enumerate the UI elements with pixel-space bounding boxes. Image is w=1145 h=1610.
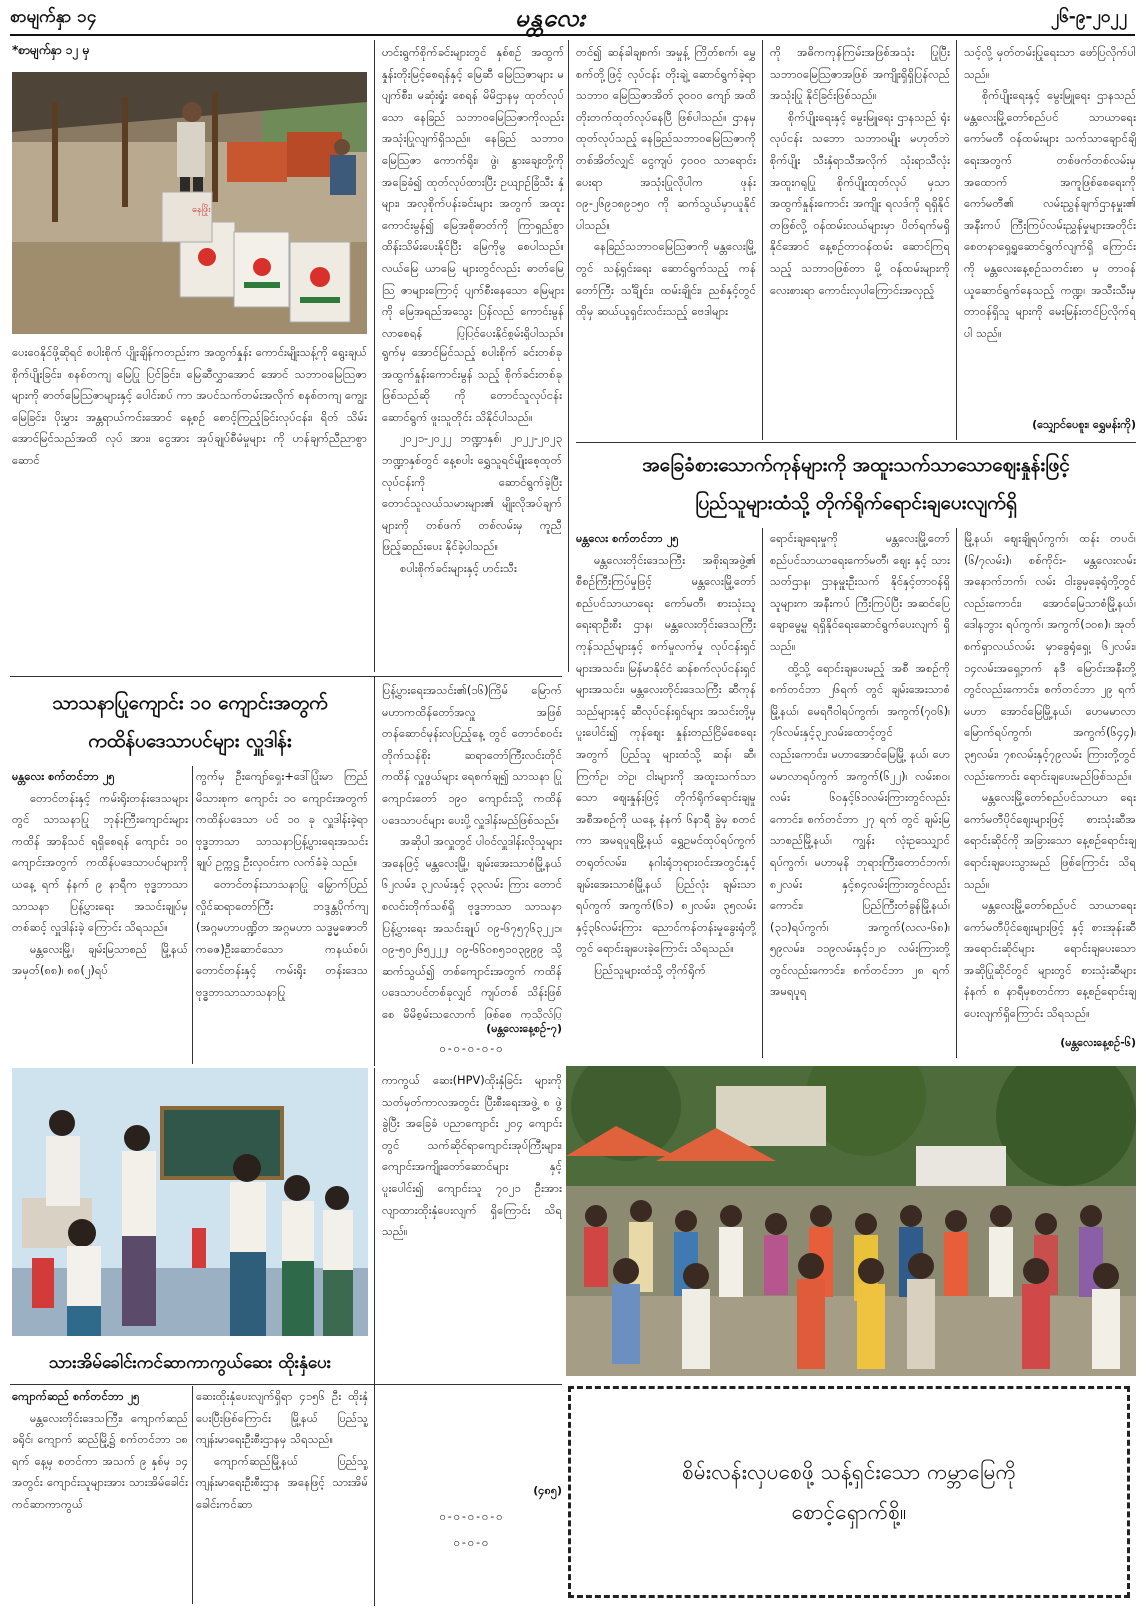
column-divider [762, 40, 763, 440]
article1-paragraph: နေခြည်သဘာဝမြေဩဇာကို မန္တလေးမြို့တွင် သန့်ရှင်းရေး ဆောင်ရွက်သည့် ကန်တော်ကြီး သင်္ချိုင်း၊ ထမ်းချိုင်း၊ ညစ်နှင့်တွင် ထိုမှ ဆယ်ယူရှင်းလင်းသည့် ဗေဒါများ [576, 239, 756, 319]
header-rule [10, 34, 1135, 36]
continued-from-label: *စာမျက်နှာ ၁၂ မှ [12, 43, 90, 57]
column-divider [762, 528, 763, 1058]
column-divider [192, 1386, 193, 1604]
column-divider [374, 1068, 375, 1606]
column-divider [192, 766, 193, 1064]
article3-paragraph: ကွက်မှ ဦးကျော်ရှေး+ဒေါ်ပြုံးမာ ကြည် မိသားစုက ကျောင်း ၁၀ ကျောင်းအတွက် ကထိန်ပဒေသာ ပင် ၁၀ ခု လှူဒါန်းခဲ့ရာ ဗုဒ္ဓဘာသာ သာသနာပြန့်ပွားရေးအသင်းချုပ် ဥက္ကဋ္ဌ ဦးလှဝင်းက လက်ခံခဲ့ သည်။ [196, 769, 368, 870]
article3-col-c [382, 680, 562, 1020]
section-rule [576, 442, 1136, 443]
article3-dateline: မန္တလေး စက်တင်ဘာ ၂၅ [12, 769, 115, 783]
article4-col-c [382, 1070, 562, 1480]
article1-paragraph: သင့်လို့ မှတ်တမ်းပြုရေးသာ ဖော်ပြလိုက်ပါသည်။ [964, 45, 1136, 81]
article1-col3 [382, 42, 564, 340]
article2-col-b [770, 528, 950, 1058]
bag-label-text: နေဖြိုး [192, 205, 211, 215]
article2-dateline: မန္တလေး စက်တင်ဘာ ၂၅ [576, 531, 679, 545]
article2-paragraph: မြို့နယ်၊ ဈေးချိုရပ်ကွက်၊ ထန်း တပင်၊ (၆/၇လမ်း)၊ စစ်ကိုင်း- မန္တလေးလမ်းအနောက်ဘက်၊ လမ်း ငါးခွမှခေ့ရုံတို့တွင်လည်းကောင်း၊ အောင်မြေသာစံမြို့နယ်၊ ဒေါနဘွား ရပ်ကွက်၊ အကွက်(၁၀၈)၊ အုတ် စက်ရှာလယ်လမ်း မှာခွေရုံရှေ့၊ ၆၂လမ်း၊ ၁၄လမ်းအရှေ့ဘက် နဒီ မြောင်းအနီးတို့တွင်လည်းကောင်း၊ စက်တင်ဘာ ၂၉ ရက် မဟာ အောင်မြေမြို့နယ်၊ ဟေမမာလာ မြောက်ရပ်ကွက်၊ အကွက်(၆၄၄)၊ ၃၅လမ်း၊ ၇၈လမ်းနှင့်၇၉လမ်း ကြားတို့တွင်လည်းကောင်း ရောင်းချပေးမည်ဖြစ်သည်။ [964, 531, 1136, 783]
article2-paragraph: မန္တလေးတိုင်းဒေသကြီး အစိုးရအဖွဲ့၏ စီစဉ်ကြီးကြပ်မှုဖြင့် မန္တလေးမြို့တော်စည်ပင်သာယာရေး ကော်မတီ၊ စားသုံးသူရေးရာဦးစီး ဌာန၊ မန္တလေးတိုင်းဒေသကြီး ကုန်သည်များနှင့် စက်မှုလက်မှု လုပ်ငန်းရှင်များအသင်း၊ မြန်မာနိုင်ငံ ဆန်စက်လုပ်ငန်းရှင်များအသင်း၊ မန္တလေးတိုင်းဒေသကြီး ဆီကုန် သည်များနှင့် ဆီလုပ်ငန်းရှင်များ အသင်းတို့မှ ပူးပေါင်း၍ ကုန်ဈေး နှုန်းတည်ငြိမ်စေရေးအတွက် ပြည်သူ များထံသို့ ဆန်၊ ဆီ၊ ကြက်ဥ၊ ဘဲဥ၊ ငါးများကို အထူးသက်သာသော ဈေးနှုန်းဖြင့် တိုက်ရိုက်ရောင်းချမှု အစီအစဉ်ကို ယနေ့ နံနက် ၆နာရီ ခွဲမှ စတင်ကာ အမရပူရမြို့နယ် ရွှေဥမင်ထုပ်ရပ်ကွက် တရုတ်လမ်း၊ နဂါးရုံဘုရားဝင်းအတွင်းနှင့် ချမ်းအေးသာစံမြို့နယ် ပြည်လုံး ချမ်းသာရပ်ကွက် အကွက်(၆၁) ၈၂လမ်း၊ ၃၅လမ်းနှင့်၃၆လမ်းကြား ညောင်ကန်တန်းမှုခွေးရုံတို့တွင် ရောင်းချပေးခဲ့ကြောင်း သိရသည်။ [576, 552, 756, 956]
article4-col-a [12, 1386, 188, 1606]
photo-fertilizer-bags [12, 72, 367, 334]
article4-credit: (၄၈၅) [533, 1484, 562, 1497]
article2-headline-line2: ပြည်သူများထံသို့ တိုက်ရိုက်ရောင်းချပေးလျက်ရှိ [695, 492, 1017, 514]
article4-paragraph: ကာကွယ် ဆေး(HPV)ထိုးနှံခြင်း များကို သတ်မှတ်ကာလအတွင်း ပြီးစီးရေးအဖွဲ့ ၈ ဖွဲ့ခွဲပြီး အခြေခံ ပညာကျောင်း ၂၀၄ ကျောင်းတွင် သက်ဆိုင်ရာကျောင်းအုပ်ကြီးများ၊ ကျောင်းအကျိုးတော်ဆောင်များ နှင့် ပူးပေါင်း၍ ကျောင်းသူ ၇၀၂၁ ဦးအား လျာထားထိုးနှံပေးလျက် ရှိကြောင်း သိရသည်။ [382, 1073, 562, 1239]
issue-date: ၂၆-၉-၂၀၂၂ [1050, 7, 1127, 27]
article1-paragraph: တင်၍ ဆန်ခါချစက်၊ အမှုန့် ကြိတ်စက်၊ မွှေစက်တို့ဖြင့် လုပ်ငန်း တိုးချဲ့ ဆောင်ရွက်ခဲ့ရာ သဘာဝ မြေဩဇာအိတ် ၃၀၀၀ ကျော် အထိ တိုးတက်ထုတ်လုပ်နေပြီ ဖြစ်ပါသည်။ ဌာနမှ ထုတ်လုပ်သည့် နေခြည်သဘာဝမြေဩဇာကို တစ်အိတ်လျှင် ငွေကျပ် ၄၀၀၀ သာရောင်းပေးရာ အသုံးပြုလိုပါက ဖုန်း ၀၉-၂၆၉၁၈၉၁၅၀ ကို ဆက်သွယ်မှာယူနိုင်ပါသည်။ [576, 45, 756, 232]
slogan-box [568, 1386, 1130, 1598]
article3-paragraph: တောင်တန်းနှင့် ကမ်းရိုးတန်းဒေသများတွင် သာသနာပြု ဘုန်းကြီးကျောင်းများ ကထိန် အာနိသင် ရရှိစေရန် ကျောင်း ၁၀ ကျောင်းအတွက် ကထိန်ပဒေသာပင်များကို ယနေ့ ရက် နံနက် ၉ နာရီက ဗုဒ္ဓဘာသာသာသနာ ပြန့်ပွားရေး အသင်းချုပ်မှတစ်ဆင့် လှူဒါန်းခဲ့ ကြောင်း သိရသည်။ [12, 790, 188, 935]
article1-col5 [770, 42, 950, 440]
article4-headline: သားအိမ်ခေါင်းကင်ဆာကာကွယ်ဆေး ထိုးနှံပေး [48, 1353, 332, 1373]
article2-col-a [576, 528, 756, 1058]
article3-headline-line1: သာသနာပြုကျောင်း ၁၀ ကျောင်းအတွက် [52, 692, 328, 714]
article2-paragraph: ပြည်သူများထံသို့ တိုက်ရိုက် [594, 962, 706, 977]
article1-paragraph: စိုက်ပျိုးရေးနှင့် မွေးမြူရေး ဌာနသည် ရုံးလုပ်ငန်း သဘော သဘာဝမျိုး မဟုတ်ဘဲ စိုက်ပျိုး သီးနှံရာသီအလိုက် သုံးရာသီလုံး အထူးဂရုပြု စိုက်ပျိုးထုတ်လုပ် မှသာ အထွက်နှုန်းကောင်း အကျိုး ရလဒ်ကို ရရှိနိုင်တဖြစ်လို့ ဝန်ထမ်းလယ်များမှာ ပိတ်ရက်မရှိ နိုင်အောင် နေ့စဉ်တာဝန်ထမ်း ဆောင်ကြရသည့် သဘာဝဖြစ်တာ မို့ ဝန်ထမ်းများကို လေးစားရာ ကောင်းလှပါကြောင်းအလှည့် [770, 109, 950, 297]
column-divider [956, 40, 957, 440]
article1-paragraph: စိုက်ပျိုးရေးနှင့် မွေးမြူရေး ဌာနသည် မန္တလေးမြို့တော်စည်ပင် သာယာရေးကော်မတီ ဝန်ထမ်းများ သက်သာချောင်ချိရေးအတွက် တစ်ဖက်တစ်လမ်းမှ အထောက် အကူဖြစ်စေရေးကို ကော်မတီ၏ လမ်းညွှန်ချက်ဌာနမှူး၏ အနီးကပ် ကြီးကြပ်လမ်းညွှန်မှုများအတိုင်း စေတနာရှေ့ရှုဆောင်ရွက်လျက်ရှိ ကြောင်းကို မန္တလေးနေ့စဉ်သတင်းစာ မှ တာဝန်ယူဆောင်ရွက်နေသည့် ကဏ္ဍ၊ အသီးသီးမှ တာဝန်ရှိသူ များကို မေးမြန်းတင်ပြလိုက်ရပါ သည်။ [964, 88, 1136, 340]
page-number: စာမျက်နှာ ၁၄ [10, 7, 97, 27]
article1-paragraph: ရွက်မှ အောင်မြင်သည့် စပါးစိုက် ခင်းတစ်ခု အထွက်နှုန်းကောင်းမွန် သည့် စိုက်ခင်းတစ်ခုဖြစ်သည်ဆို ကို တောင်သူလုပ်ငန်း ဆောင်ရွက် ဖူးသူတိုင်း သိနိုင်ပါသည်။ [382, 345, 562, 424]
article3-paragraph: ပြန့်ပွားရေးအသင်း၏(၁၆)ကြိမ် မြောက် မဟာကထိန်တော်အလှူ အဖြစ် တန်ဆောင်မုန်းလပြည့်နေ့ တွင် တောင်စဝင်းတိုက်သန်စိုး ဆရာတော်ကြီးလင်းတိုင် ကထိန် လှူဖွယ်များ ရေစက်ချ၍ သာသနာ ပြုကျောင်းတော် ၁၉၀ ကျောင်းသို့ ကထိန်ပဒေသာပင်များ ပေးပို့ လှူဒါန်းမည်ဖြစ်သည်။ [382, 683, 562, 827]
slogan-line1: စိမ်းလန်းလှပစေဖို့ သန့်ရှင်းသော ကမ္ဘာမြေကို [681, 1460, 1017, 1484]
article4-divider: ၀-၀-၀-၀-၀ [439, 1510, 505, 1523]
article4-paragraph: ဆေးထိုးနှံပေးလျက်ရှိရာ ၄၁၅၆ ဦး ထိုးနှံပေးပြီးဖြစ်ကြောင်း မြို့နယ် ပြည်သူ့ကျန်းမာရေးဦးစီးဌာနမှ သိရသည်။ [196, 1389, 368, 1447]
section-rule [10, 676, 562, 677]
page-header [0, 0, 1145, 38]
article3-paragraph: မန္တလေးမြို့၊ ချမ်းမြသာစည် မြို့နယ် အမှတ်(၈၈)၊ ၈၈(၂)ရပ် [12, 941, 188, 978]
article2-col-c [964, 528, 1136, 1028]
column-divider [956, 528, 957, 1058]
article2-headline-line1: အခြေခံစားသောက်ကုန်များကို အထူးသက်သာသောဈေးနှုန်းဖြင့် [642, 454, 1070, 476]
photo-market-crowd [566, 1066, 1136, 1376]
article1-col1 [12, 342, 367, 670]
article3-headline-line2: ကထိန်ပဒေသာပင်များ လှူဒါန်း [88, 730, 292, 752]
article1-paragraph: ပေးဝေနိုင်ဖို့ဆိုရင် စပါးစိုက် ပျိုးချိန်ကတည်းက အထွက်နှုန်း ကောင်းမျိုးသန့်ကို ရွေးချယ် စိုက်ပျိုးခြင်း၊ စနစ်တကျ မြေပြု ပြင်ခြင်း၊ မြေဆီလွှာအောင် အောင် သဘာဝမြေဩဇာများကို ဓာတ်မြေဩဇာများနှင့် ပေါင်းစပ် ကာ အပင်သက်တမ်းအလိုက် စနစ်တကျ ကျွေးမြေခြင်း၊ ပိုးမွှား အန္တရာယ်ကင်းအောင် နေ့စဉ် စောင့်ကြည့်ခြင်းလုပ်ငန်း၊ ရိတ် သိမ်းအောင်မြင်သည်အထိ လုပ် အား၊ ငွေအား အုပ်ချုပ်စီမံမှုများ ကို ဟန်ချက်ညီညာစွာဆောင် [12, 345, 367, 467]
article1-col6 [964, 42, 1136, 417]
photo-vaccination-class [12, 1068, 368, 1336]
article1-paragraph: ဟင်းရွက်စိုက်ခင်းများတွင် နှစ်စဉ် အထွက်နှုန်းတိုးမြင့်စေရန်နှင့် မြေဆီ မြေဩဇာများ မပျက်စီး၊ မဆုံးရှုံး စေရန် မိမိဌာနမှ ထုတ်လုပ်သော နေခြည် သဘာဝမြေဩဇာကိုလည်း အသုံးပြုလျက်ရှိသည်။ နေခြည် သဘာဝမြေဩဇာ ကောက်ရိုး၊ ဖွဲ၊ နွားချေးတို့ကို အခြေခံ၍ ထုတ်လုပ်ထားပြီး ဥယျာဉ်ခြံသီး နှံများ၊ အလှစိုက်ပန်းခင်းများ အတွက် အထူးကောင်းမွန်၍ မြေအစိုဓာတ်ကို ကြာရှည်စွာ ထိန်းသိမ်းပေးနိုင်ပြီး မြေကိုမွ စေပါသည်။ လယ်မြေ ယာမြေ များတွင်လည်း ဓာတ်မြေဩ ဇာများကြောင့် ပျက်စီးနေသော မြေများကို မြေအရည်အသွေး ပြန်လည် ကောင်းမွန်လာစေရန် ပြုပြင်ပေးနိုင်စွမ်းရှိပါသည်။ [382, 45, 564, 340]
article1-paragraph: စပါးစိုက်ခင်းများနှင့် ဟင်းသီး [400, 560, 517, 575]
article4-paragraph: ကျောက်ဆည်မြို့နယ် ပြည်သူ့ကျန်းမာရေးဦးစီးဌာန အနေဖြင့် သားအိမ်ခေါင်းကင်ဆာ [196, 1453, 368, 1511]
article1-credit: (သျှောင်ပေစူး၊ ရွှေမန်းကို) [1032, 418, 1136, 431]
article1-col2 [382, 342, 562, 670]
article3-credit: (မန္တလေးနေ့စဉ်-၇) [486, 1022, 562, 1035]
article4-dateline: ကျောက်ဆည် စက်တင်ဘာ ၂၅ [12, 1389, 140, 1403]
column-divider [374, 40, 375, 672]
masthead-logo: မန္တလေး [515, 4, 586, 32]
article3-col-b [196, 766, 368, 1066]
article2-credit: (မန္တလေးနေ့စဉ်-၆) [1060, 1036, 1136, 1049]
article3-paragraph: အဆိုပါ အလှူတွင် ပါဝင်လှူဒါန်းလိုသူများအနေဖြင့် မန္တလေးမြို့၊ ချမ်းအေးသာစံမြို့နယ် ၆၂လမ်း၊ ၃၂လမ်းနှင့် ၃၃လမ်း ကြား တောင်စလင်းတိုက်သစ်ရှိ ဗုဒ္ဓဘာသာ သာသနာပြန့်ပွားရေး အသင်းချုပ် ၀၉-၆၇၅၇၆၃၂၂၁၊ ၀၉-၅၀၂၆၅၂၂၂၊ ၀၉-၆၆၀၈၅၁၀၃၉၉၉ သို့ ဆက်သွယ်၍ တစ်ကျောင်းအတွက် ကထိန် ပဒေသာပင်တစ်ခုလျှင် ကျပ်တစ် သိန်းဖြစ်စေ မိမိစွမ်းသလောက် ဖြစ်စေ ကုသိုလ်ပြု [382, 834, 562, 1020]
article3-col-a [12, 766, 188, 1066]
column-divider [568, 40, 569, 672]
article4-col-b [196, 1386, 368, 1606]
article1-paragraph: ကို အဓိကကုန်ကြမ်းအဖြစ်အသုံး ပြုပြီး သဘာဝမြေဩဇာအဖြစ် အကျိုးရှိရှိပြန်လည်အသုံးပြု နိုင်ခြင်းဖြစ်သည်။ [770, 45, 950, 103]
article1-col4 [576, 42, 756, 440]
article1-paragraph: ၂၀၂၁-၂၀၂၂ ဘဏ္ဍာနှစ်၊ ၂၀၂၂-၂၀၂၃ ဘဏ္ဍာနှစ်တွင် နေ့စပါး ရွှေသူရင်မျိုးစေ့ထုတ် လုပ်ငန်းကို ဆောင်ရွက်ခဲ့ပြီး တောင်သူလယ်သမားများ၏ မျိုးလိုအပ်ချက်များကို တစ်ဖက် တစ်လမ်းမှ ကူညီဖြည့်ဆည်းပေး နိုင်ခဲ့ပါသည်။ [382, 431, 562, 554]
article3-paragraph: တောင်တန်းသာသနာပြု မြှောက်ပြည်လှိုင်ဆရာတော်ကြီး ဘဒ္ဒန္တပိုက်ကျ (အဂ္ဂမဟာပဏ္ဍိတ အဂ္ဂမဟာ သဒ္ဓမ္မဇောတိကဓဇ)ဦးဆောင်သော ကနယ်စပ်၊ တောင်တန်းနှင့် ကမ်းရိုး တန်းဒေသ ဗုဒ္ဓဘာသာသာသနာပြု [196, 876, 368, 999]
column-divider [374, 676, 375, 1066]
article4-paragraph: မန္တလေးတိုင်းဒေသကြီး၊ ကျောက်ဆည်ခရိုင်၊ ကျောက် ဆည်မြို့၌ စက်တင်ဘာ ၁၈ ရက် နေ့မှ စတင်ကာ အသက် ၉ နှစ်မှ ၁၄ အတွင်း ကျောင်းသူများအား သားအိမ်ခေါင်းကင်ဆာကာကွယ် [12, 1410, 188, 1511]
slogan-line2: စောင့်ရှောက်စို့။ [791, 1500, 907, 1524]
article2-paragraph: မန္တလေးမြို့တော်စည်ပင်သာယာ ရေးကော်မတီပိုင်ဈေးများဖြင့် စားသုံးဆီအရောင်းဆိုင်ကို အခြားသော နေ့စဉ်ရောင်းချ ရောင်းချပေးသွားမည် ဖြစ်ကြောင်း သိရသည်။ [964, 790, 1136, 891]
article4-divider-short: ၀-၀-၀ [453, 1536, 491, 1549]
article3-divider: ၀-၀-၀-၀-၀ [439, 1042, 505, 1055]
article2-paragraph: ရောင်းချရေးမှုကို မန္တလေးမြို့တော် စည်ပင်သာယာရေးကော်မတီ၊ ဈေး နှင့် သားသတ်ဌာန၊ ဌာနမှူးဦးသက် နိုင်နှင့်တာဝန်ရှိသူများက အနီးကပ် ကြီးကြပ်ပြီး အဆင်ပြေချောမွေ့မှု ရရှိနိုင်ရေးဆောင်ရွက်ပေးလျက် ရှိသည်။ [770, 531, 950, 653]
article2-paragraph: မန္တလေးမြို့တော်စည်ပင် သာယာရေးကော်မတီပိုင်ဈေးများဖြင့် နှင့် စားအုန်းဆီအရောင်းဆိုင်များ ရောင်းချပေးသော အဆိုပြုဆိုင်တွင် များတွင် စားသုံးဆီများ နံနက် ၈ နာရီမှစတင်ကာ နေ့စဉ်ရောင်းချ ပေးလျက်ရှိကြောင်း သိရသည်။ [964, 898, 1136, 1021]
article2-paragraph: ထို့သို့ ရောင်းချပေးမည့် အစီ အစဉ်ကို စက်တင်ဘာ ၂၆ရက် တွင် ချမ်းအေးသာစံမြို့နယ်၊ မေရဂီဝါရပ်ကွက်၊ အကွက်(၇၀၆)၊ ၇၆လမ်းနှင့်၃၂လမ်းထောင့်တွင် လည်းကောင်း၊ မဟာအောင်မြေမြို့ နယ်၊ ဟေမမာလာရပ်ကွက် အကွက်(၆၂၂)၊ လမ်း၈၀၊ လမ်း ၆၀နှင့်၆၁လမ်းကြားတွင်လည်း ကောင်း၊ စက်တင်ဘာ ၂၇ ရက် တွင် ချမ်းမြသာစည်မြို့နယ်၊ ကျွန်း လုံးဥဿျှောင်ရပ်ကွက်၊ မဟာမုနိ ဘုရားကြီးတောင်ဘက်၊ ၈၂လမ်း နှင့်၈၄လမ်းကြားတွင်လည်း ကောင်း၊ ပြည်ကြီးတံခွန်မြို့နယ်၊ (၃၁)ရပ်ကွက်၊ အကွက်(လလ-၆၈)၊ ၅၉လမ်း၊ ၁၁၉လမ်းနှင့်၁၂၀ လမ်းကြားတို့တွင်လည်းကောင်း၊ စက်တင်ဘာ ၂၈ ရက် အမရပူရ [770, 660, 950, 999]
